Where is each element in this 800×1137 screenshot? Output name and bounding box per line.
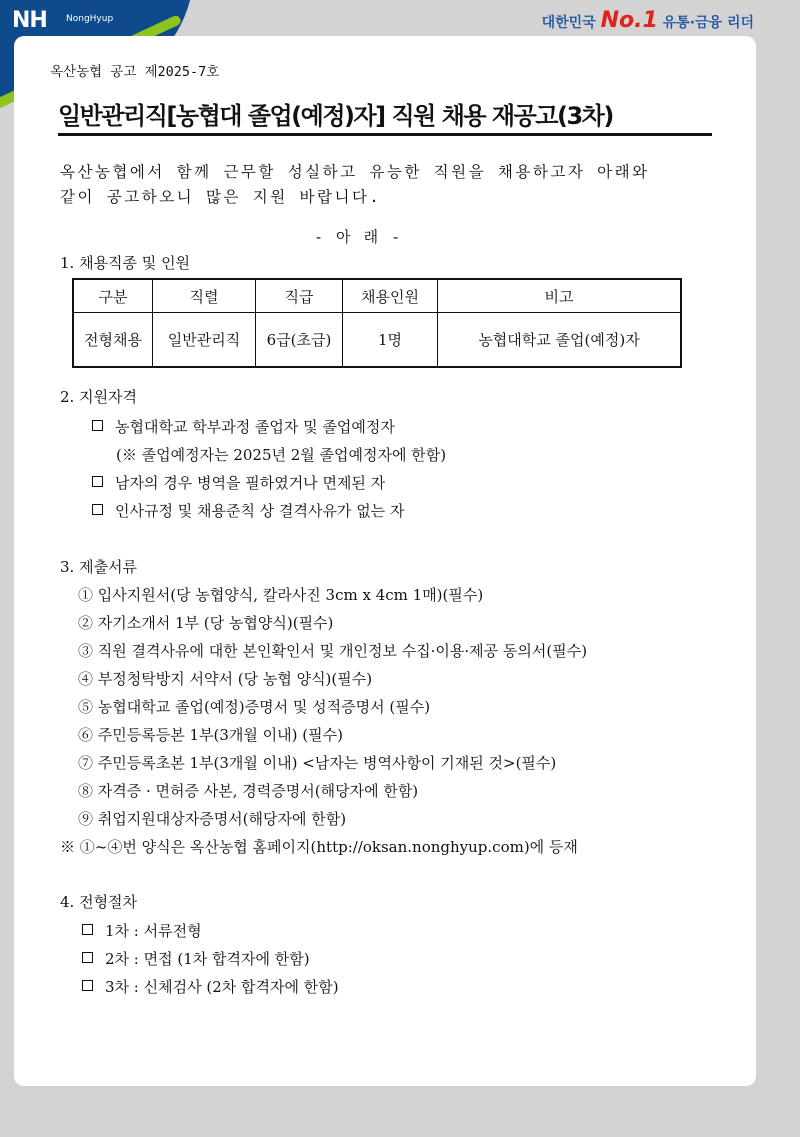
slogan-suffix: 유통·금융 리더 xyxy=(662,15,754,31)
table-header-row xyxy=(73,279,681,313)
step-text: 3차 : 신체검사 (2차 합격자에 한함) xyxy=(105,978,339,996)
table-cell: 일반관리직 xyxy=(153,313,256,368)
list-item-text: 인사규정 및 채용준칙 상 결격사유가 없는 자 xyxy=(115,502,405,520)
document-item: ③ 직원 결격사유에 대한 본인확인서 및 개인정보 수집·이용·제공 동의서(필수) xyxy=(78,642,588,660)
intro-paragraph xyxy=(60,160,720,210)
selection-step xyxy=(82,948,310,969)
selection-step xyxy=(82,920,202,941)
checkbox-square-icon xyxy=(82,924,93,935)
table-header: 직급 xyxy=(256,279,343,313)
table-cell: 6급(초급) xyxy=(256,313,343,368)
slogan-no1: No.1 xyxy=(600,8,658,33)
checkbox-square-icon xyxy=(82,952,93,963)
step-text: 2차 : 면접 (1차 합격자에 한함) xyxy=(105,950,310,968)
table-row xyxy=(73,313,681,368)
checkbox-square-icon xyxy=(82,980,93,991)
table-cell: 전형채용 xyxy=(73,313,153,368)
table-header: 구분 xyxy=(73,279,153,313)
nh-logo: NH xyxy=(12,8,47,33)
below-marker: - 아 래 - xyxy=(314,228,403,246)
checkbox-square-icon xyxy=(92,504,103,515)
table-header: 비고 xyxy=(438,279,682,313)
intro-line: 옥산농협에서 함께 근무할 성실하고 유능한 직원을 채용하고자 아래와 xyxy=(60,163,650,181)
nh-logo-subtext: NongHyup xyxy=(66,14,114,24)
slogan xyxy=(542,8,754,33)
document-item: ② 자기소개서 1부 (당 농협양식)(필수) xyxy=(78,614,334,632)
document-item: ⑧ 자격증 · 면허증 사본, 경력증명서(해당자에 한함) xyxy=(78,782,419,800)
document-item: ⑤ 농협대학교 졸업(예정)증명서 및 성적증명서 (필수) xyxy=(78,698,431,716)
document-item: ⑨ 취업지원대상자증명서(해당자에 한함) xyxy=(78,810,347,828)
list-item-text: 남자의 경우 병역을 필하였거나 면제된 자 xyxy=(115,474,386,492)
document-item: ④ 부정청탁방지 서약서 (당 농협 양식)(필수) xyxy=(78,670,373,688)
section-heading: 3. 제출서류 xyxy=(60,558,138,576)
list-item xyxy=(92,500,404,521)
table-header: 직렬 xyxy=(153,279,256,313)
recruitment-table xyxy=(72,278,682,368)
checkbox-square-icon xyxy=(92,476,103,487)
form-note: ※ ①~④번 양식은 옥산농협 홈페이지(http://oksan.nonghyup.com)에 등재 xyxy=(60,838,578,856)
notice-title: 일반관리직[농협대 졸업(예정)자] 직원 채용 재공고(3차) xyxy=(58,96,712,136)
table-header: 채용인원 xyxy=(343,279,438,313)
checkbox-square-icon xyxy=(92,420,103,431)
notice-number: 옥산농협 공고 제2025-7호 xyxy=(50,64,220,80)
document-item: ⑥ 주민등록등본 1부(3개월 이내) (필수) xyxy=(78,726,343,744)
list-item-text: 농협대학교 학부과정 졸업자 및 졸업예정자 xyxy=(115,418,395,436)
list-item-note: (※ 졸업예정자는 2025년 2월 졸업예정자에 한함) xyxy=(116,446,447,464)
list-item xyxy=(92,472,385,493)
document-item: ⑦ 주민등록초본 1부(3개월 이내) <남자는 병역사항이 기재된 것>(필수) xyxy=(78,754,557,772)
table-cell: 1명 xyxy=(343,313,438,368)
table-cell: 농협대학교 졸업(예정)자 xyxy=(438,313,682,368)
section-heading: 2. 지원자격 xyxy=(60,388,138,406)
document-item: ① 입사지원서(당 농협양식, 칼라사진 3cm x 4cm 1매)(필수) xyxy=(78,586,484,604)
section-heading: 1. 채용직종 및 인원 xyxy=(60,254,191,272)
selection-step xyxy=(82,976,339,997)
slogan-prefix: 대한민국 xyxy=(541,15,596,31)
intro-line: 같이 공고하오니 많은 지원 바랍니다. xyxy=(60,188,382,206)
list-item xyxy=(92,416,395,437)
step-text: 1차 : 서류전형 xyxy=(105,922,202,940)
section-heading: 4. 전형절차 xyxy=(60,893,138,911)
notice-page xyxy=(14,36,756,1086)
